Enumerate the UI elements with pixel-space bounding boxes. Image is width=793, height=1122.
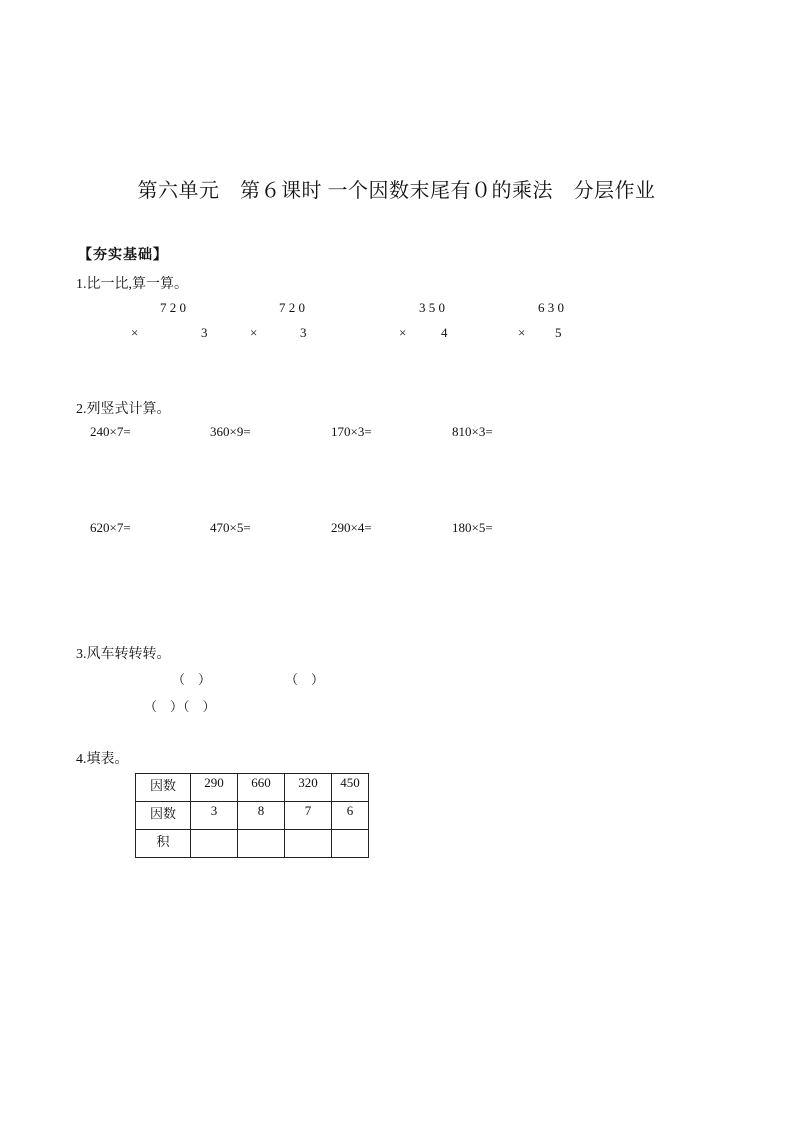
answer-blank-2[interactable]: （ ）: [285, 672, 325, 687]
answer-cell[interactable]: [238, 830, 285, 858]
problem-2-top: 7 2 0: [279, 300, 305, 315]
row-header: 因数: [136, 802, 191, 830]
problem-4-top: 6 3 0: [538, 300, 564, 315]
calc-2: 360×9=: [210, 424, 251, 439]
table-row: [136, 802, 369, 830]
problem-4-op: ×: [518, 325, 526, 340]
problem-1-top: 7 2 0: [160, 300, 186, 315]
problem-1-bottom: 3: [201, 325, 208, 340]
answer-blank-1[interactable]: （ ）: [172, 672, 212, 687]
row-header: 因数: [136, 774, 191, 802]
question-1-label: 1.比一比,算一算。: [76, 277, 188, 292]
table-cell: 6: [332, 802, 369, 830]
table-cell: 320: [285, 774, 332, 802]
problem-1-op: ×: [131, 325, 139, 340]
problem-3-top: 3 5 0: [419, 300, 445, 315]
calc-8: 180×5=: [452, 520, 493, 535]
fill-table: [135, 773, 369, 858]
table-cell: 7: [285, 802, 332, 830]
question-2-label: 2.列竖式计算。: [76, 402, 171, 417]
answer-cell[interactable]: [285, 830, 332, 858]
calc-6: 470×5=: [210, 520, 251, 535]
table-cell: 8: [238, 802, 285, 830]
question-4-label: 4.填表。: [76, 752, 129, 767]
answer-blank-3-4[interactable]: （ ）（ ）: [144, 699, 216, 714]
table-cell: 660: [238, 774, 285, 802]
table-cell: 450: [332, 774, 369, 802]
answer-cell[interactable]: [332, 830, 369, 858]
table-cell: 290: [191, 774, 238, 802]
problem-4-bottom: 5: [555, 325, 562, 340]
calc-7: 290×4=: [331, 520, 372, 535]
calc-3: 170×3=: [331, 424, 372, 439]
question-3-label: 3.风车转转转。: [76, 647, 171, 662]
problem-3-op: ×: [399, 325, 407, 340]
calc-4: 810×3=: [452, 424, 493, 439]
row-header: 积: [136, 830, 191, 858]
table-cell: 3: [191, 802, 238, 830]
answer-cell[interactable]: [191, 830, 238, 858]
table-row: [136, 830, 369, 858]
section-heading: 【夯实基础】: [78, 248, 168, 263]
problem-3-bottom: 4: [441, 325, 448, 340]
page-title: 第六单元 第６课时 一个因数末尾有０的乘法 分层作业: [137, 180, 656, 202]
problem-2-op: ×: [250, 325, 258, 340]
table-row: [136, 774, 369, 802]
calc-1: 240×7=: [90, 424, 131, 439]
calc-5: 620×7=: [90, 520, 131, 535]
problem-2-bottom: 3: [300, 325, 307, 340]
